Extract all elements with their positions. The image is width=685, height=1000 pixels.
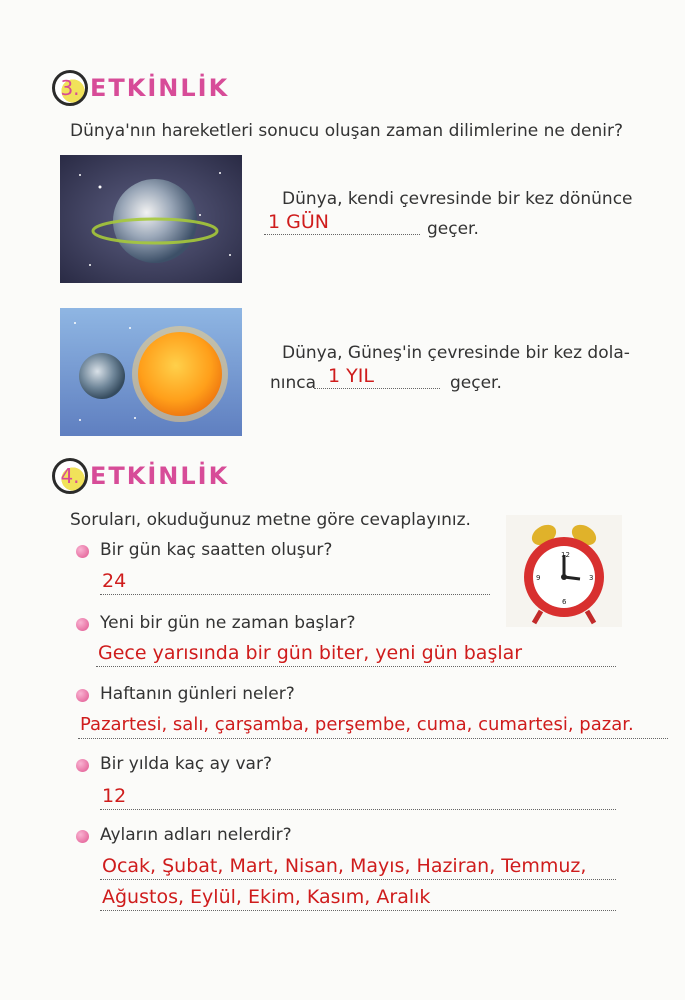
answer-line-2	[96, 642, 616, 667]
activity-title: ETKİNLİK	[90, 74, 230, 102]
rotation-answer-line	[264, 212, 420, 235]
revolution-answer: 1 YIL	[328, 365, 374, 387]
svg-text:3: 3	[589, 574, 594, 582]
earth-sun-image	[60, 308, 242, 436]
revolution-answer-line	[314, 366, 440, 389]
question-1: Bir gün kaç saatten oluşur?	[100, 540, 333, 560]
alarm-clock-icon	[506, 515, 622, 627]
earth-rotation-icon	[60, 155, 242, 283]
answer-1: 24	[102, 570, 127, 592]
answer-5-line-1: Ocak, Şubat, Mart, Nisan, Mayıs, Haziran, Temmuz,	[102, 855, 587, 877]
svg-text:12: 12	[561, 551, 570, 559]
question-bullet	[76, 689, 89, 702]
answer-line-1	[100, 570, 490, 595]
svg-text:9: 9	[536, 574, 541, 582]
activity-number-badge: 4.	[52, 458, 88, 494]
answer-5-line-2: Ağustos, Eylül, Ekim, Kasım, Aralık	[102, 886, 431, 908]
alarm-clock-image	[506, 515, 622, 627]
rotation-suffix: geçer.	[427, 219, 479, 239]
activity-4-instruction: Soruları, okuduğunuz metne göre cevaplayınız.	[70, 510, 471, 530]
earth-sun-icon	[60, 308, 242, 436]
answer-2: Gece yarısında bir gün biter, yeni gün başlar	[98, 642, 523, 664]
answer-3: Pazartesi, salı, çarşamba, perşembe, cuma, cumartesi, pazar.	[80, 714, 634, 735]
answer-line-4	[100, 785, 616, 810]
activity-title: ETKİNLİK	[90, 462, 230, 490]
activity-number-badge: 3.	[52, 70, 88, 106]
question-bullet	[76, 545, 89, 558]
revolution-sentence: Dünya, Güneş'in çevresinde bir kez dola-	[282, 343, 630, 363]
activity-3-question: Dünya'nın hareketleri sonucu oluşan zaman dilimlerine ne denir?	[70, 121, 624, 141]
answer-4: 12	[102, 785, 127, 807]
answer-line-5b	[100, 886, 616, 911]
svg-text:6: 6	[562, 598, 567, 606]
answer-line-5a	[100, 855, 616, 880]
activity-4-heading	[52, 458, 229, 494]
question-bullet	[76, 830, 89, 843]
question-4: Bir yılda kaç ay var?	[100, 754, 272, 774]
activity-3-heading	[52, 70, 229, 106]
revolution-prefix: nınca	[270, 373, 317, 393]
rotation-sentence: Dünya, kendi çevresinde bir kez dönünce	[282, 189, 633, 209]
revolution-suffix: geçer.	[450, 373, 502, 393]
question-5: Ayların adları nelerdir?	[100, 825, 292, 845]
question-3: Haftanın günleri neler?	[100, 684, 295, 704]
answer-line-3	[78, 714, 668, 739]
question-bullet	[76, 618, 89, 631]
question-bullet	[76, 759, 89, 772]
question-2: Yeni bir gün ne zaman başlar?	[100, 613, 356, 633]
earth-rotation-image	[60, 155, 242, 283]
rotation-answer: 1 GÜN	[268, 211, 329, 233]
